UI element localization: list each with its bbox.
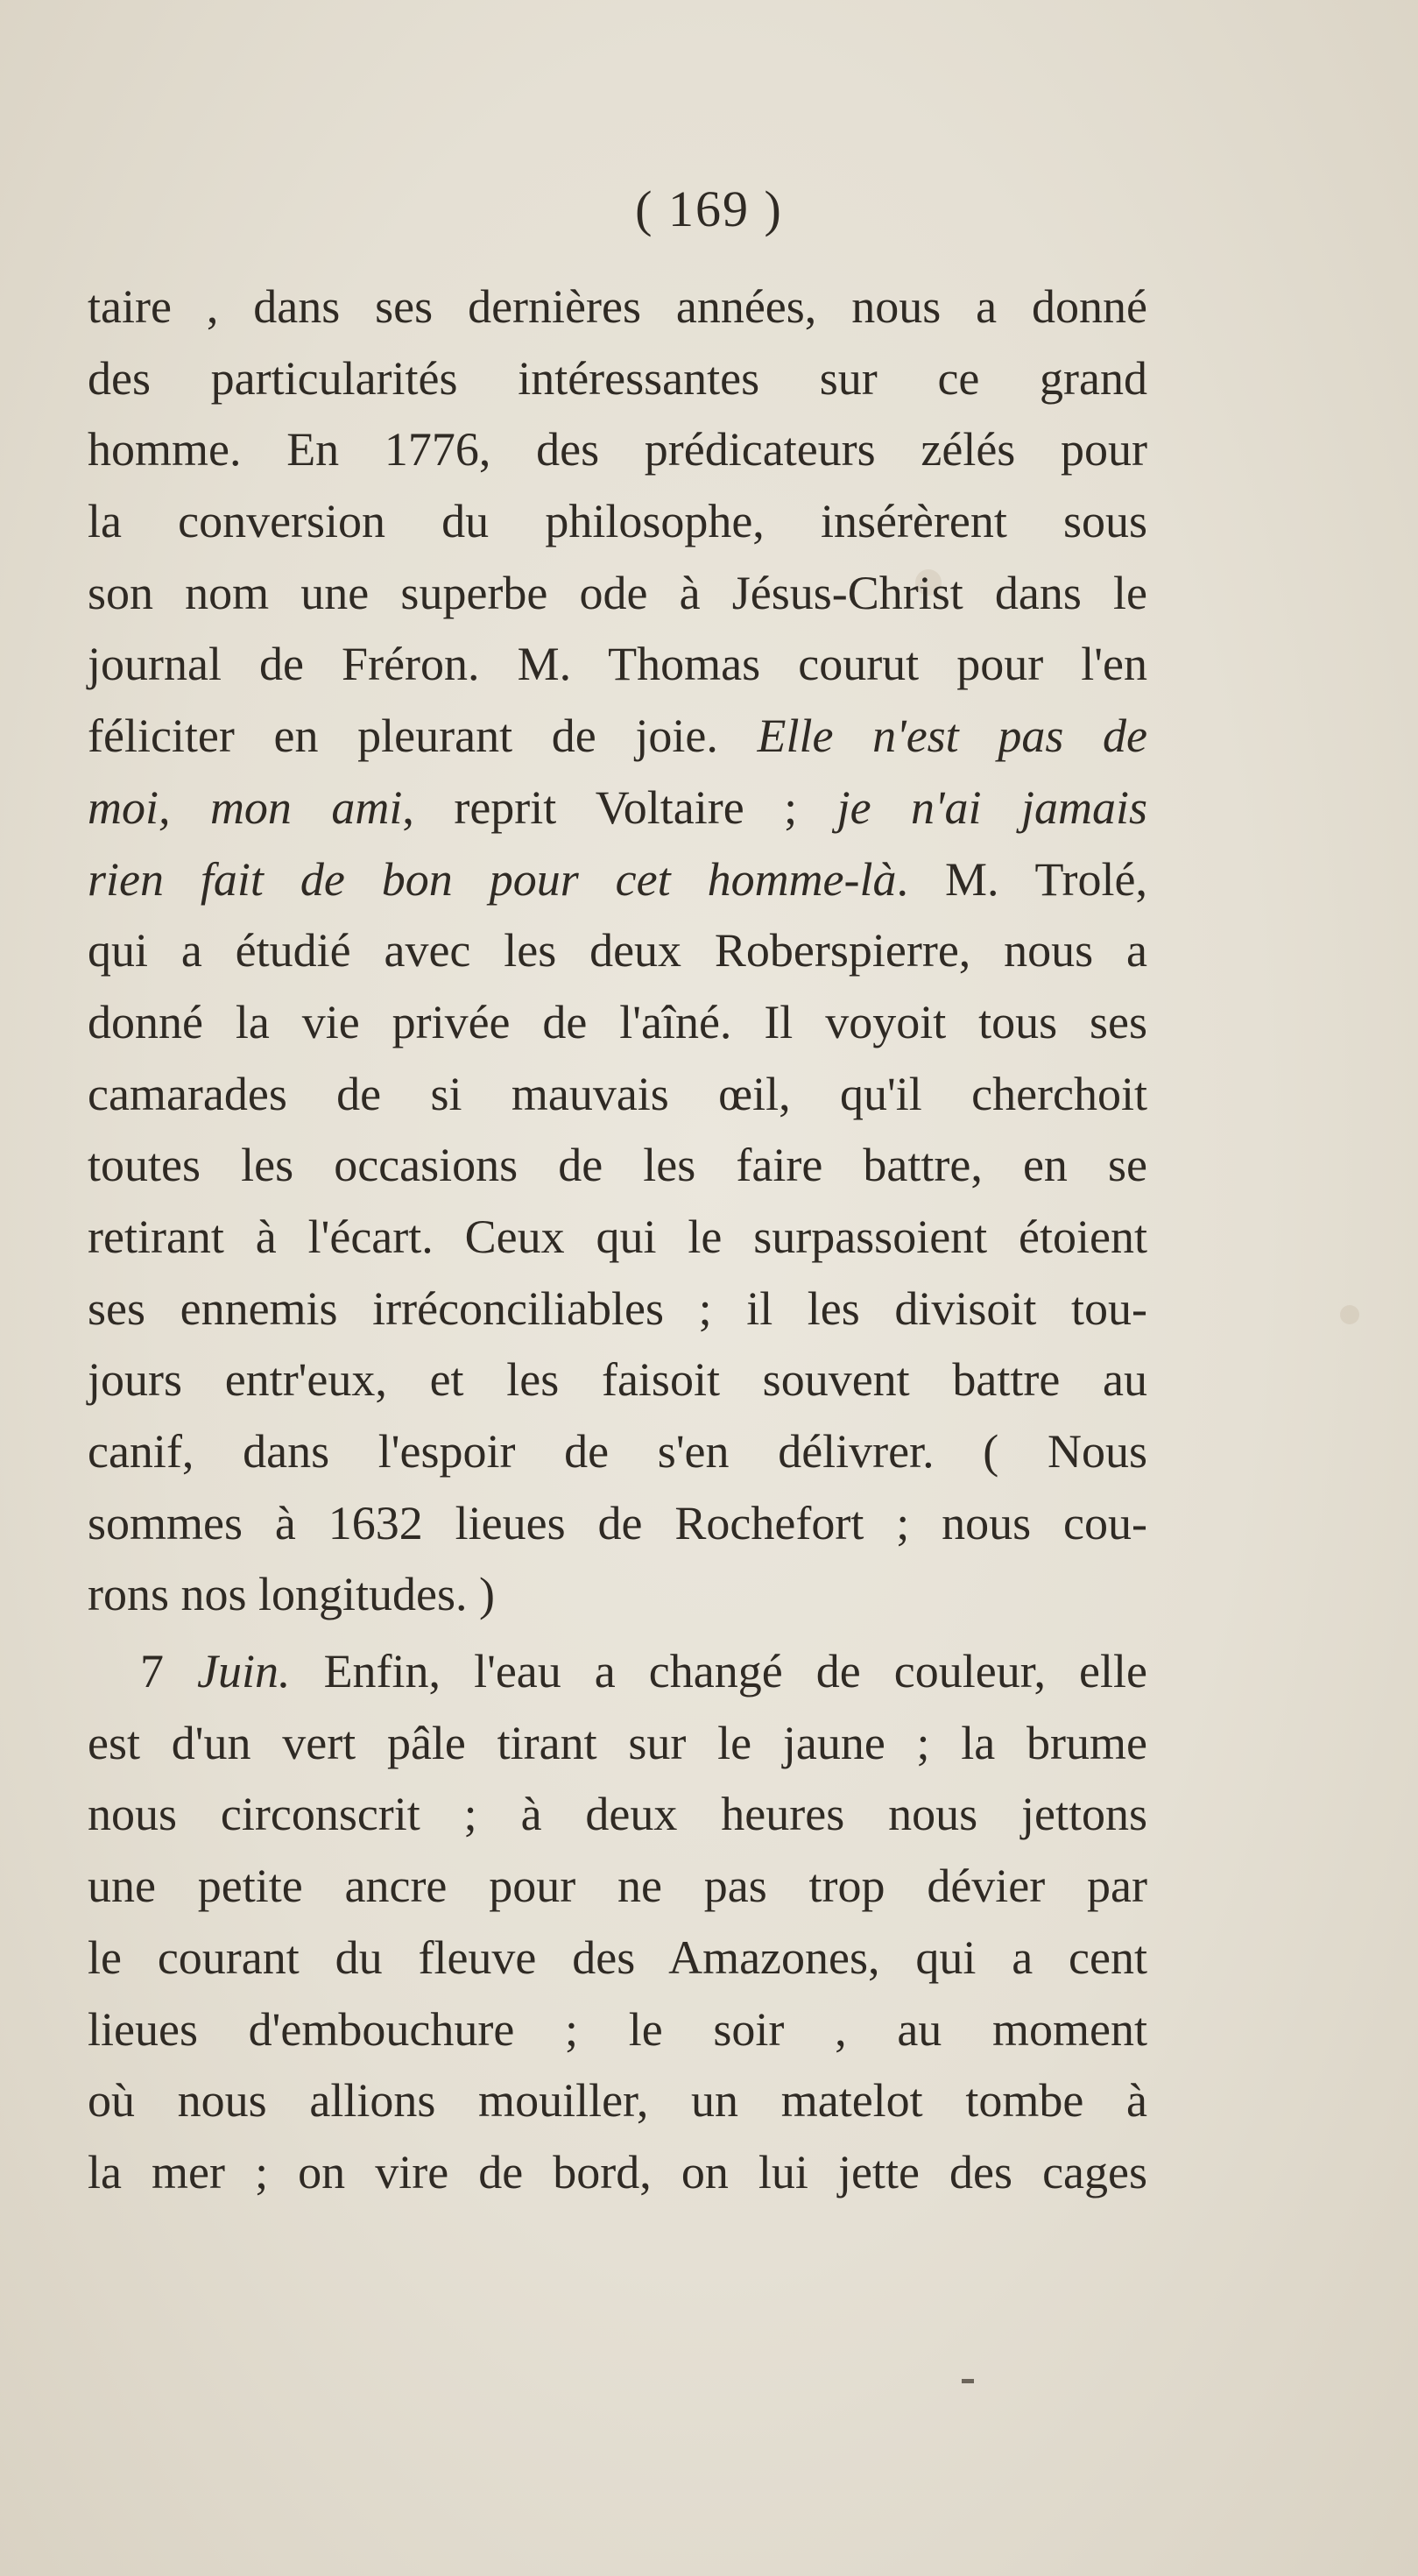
text-line: rons nos longitudes. ): [88, 1568, 495, 1621]
text-line: le courant du fleuve des Amazones, qui a cent: [88, 1930, 1147, 1984]
text-line: ses ennemis irréconciliables ; il les divisoit tou-: [88, 1281, 1147, 1335]
text-line: où nous allions mouiller, un matelot tombe à: [88, 2074, 1147, 2128]
printer-mark: [962, 2379, 974, 2383]
text-line: la mer ; on vire de bord, on lui jette des cages: [88, 2145, 1147, 2198]
text-line: son nom une superbe ode à Jésus-Christ dans le: [88, 566, 1147, 619]
text-line: 7 Juin. Enfin, l'eau a changé de couleur, elle: [140, 1645, 1147, 1698]
text-line: rien fait de bon pour cet homme-là. M. Trolé,: [88, 852, 1147, 906]
text-line: donné la vie privée de l'aîné. Il voyoit tous ses: [88, 995, 1147, 1048]
text-line: une petite ancre pour ne pas trop dévier par: [88, 1860, 1147, 1913]
body-text: [88, 272, 1147, 2209]
text-line: lieues d'embouchure ; le soir , au moment: [88, 2002, 1147, 2056]
text-line: sommes à 1632 lieues de Rochefort ; nous cou-: [88, 1496, 1147, 1549]
text-line: retirant à l'écart. Ceux qui le surpassoient étoient: [88, 1210, 1147, 1263]
italic-quote: rien fait de bon pour cet homme-là: [88, 852, 897, 906]
text-line: nous circonscrit ; à deux heures nous jettons: [88, 1788, 1147, 1841]
text-line: homme. En 1776, des prédicateurs zélés pour: [88, 423, 1147, 476]
italic-quote: Elle n'est pas de: [757, 709, 1147, 763]
text-line: camarades de si mauvais œil, qu'il cherchoit: [88, 1067, 1147, 1120]
date-label: Juin.: [197, 1645, 291, 1698]
text-line: journal de Fréron. M. Thomas courut pour l'en: [88, 638, 1147, 691]
text-line: canif, dans l'espoir de s'en délivrer. ( Nous: [88, 1425, 1147, 1478]
paper-stain: [1340, 1305, 1359, 1324]
text-line: est d'un vert pâle tirant sur le jaune ; la brume: [88, 1716, 1147, 1769]
italic-quote: moi, mon ami: [88, 780, 403, 834]
text-line: la conversion du philosophe, insérèrent sous: [88, 495, 1147, 548]
text-line: jours entr'eux, et les faisoit souvent battre au: [88, 1353, 1147, 1407]
italic-quote: je n'ai jamais: [836, 780, 1147, 834]
text-line: des particularités intéressantes sur ce grand: [88, 351, 1147, 405]
text-line: féliciter en pleurant de joie. Elle n'est pas de: [88, 709, 1147, 763]
text-line: toutes les occasions de les faire battre, en se: [88, 1139, 1147, 1192]
text-line: moi, mon ami, reprit Voltaire ; je n'ai jamais: [88, 780, 1147, 834]
text-line: taire , dans ses dernières années, nous a donné: [88, 280, 1147, 333]
text-line: qui a étudié avec les deux Roberspierre, nous a: [88, 924, 1147, 977]
page-number-header: ( 169 ): [635, 180, 783, 237]
